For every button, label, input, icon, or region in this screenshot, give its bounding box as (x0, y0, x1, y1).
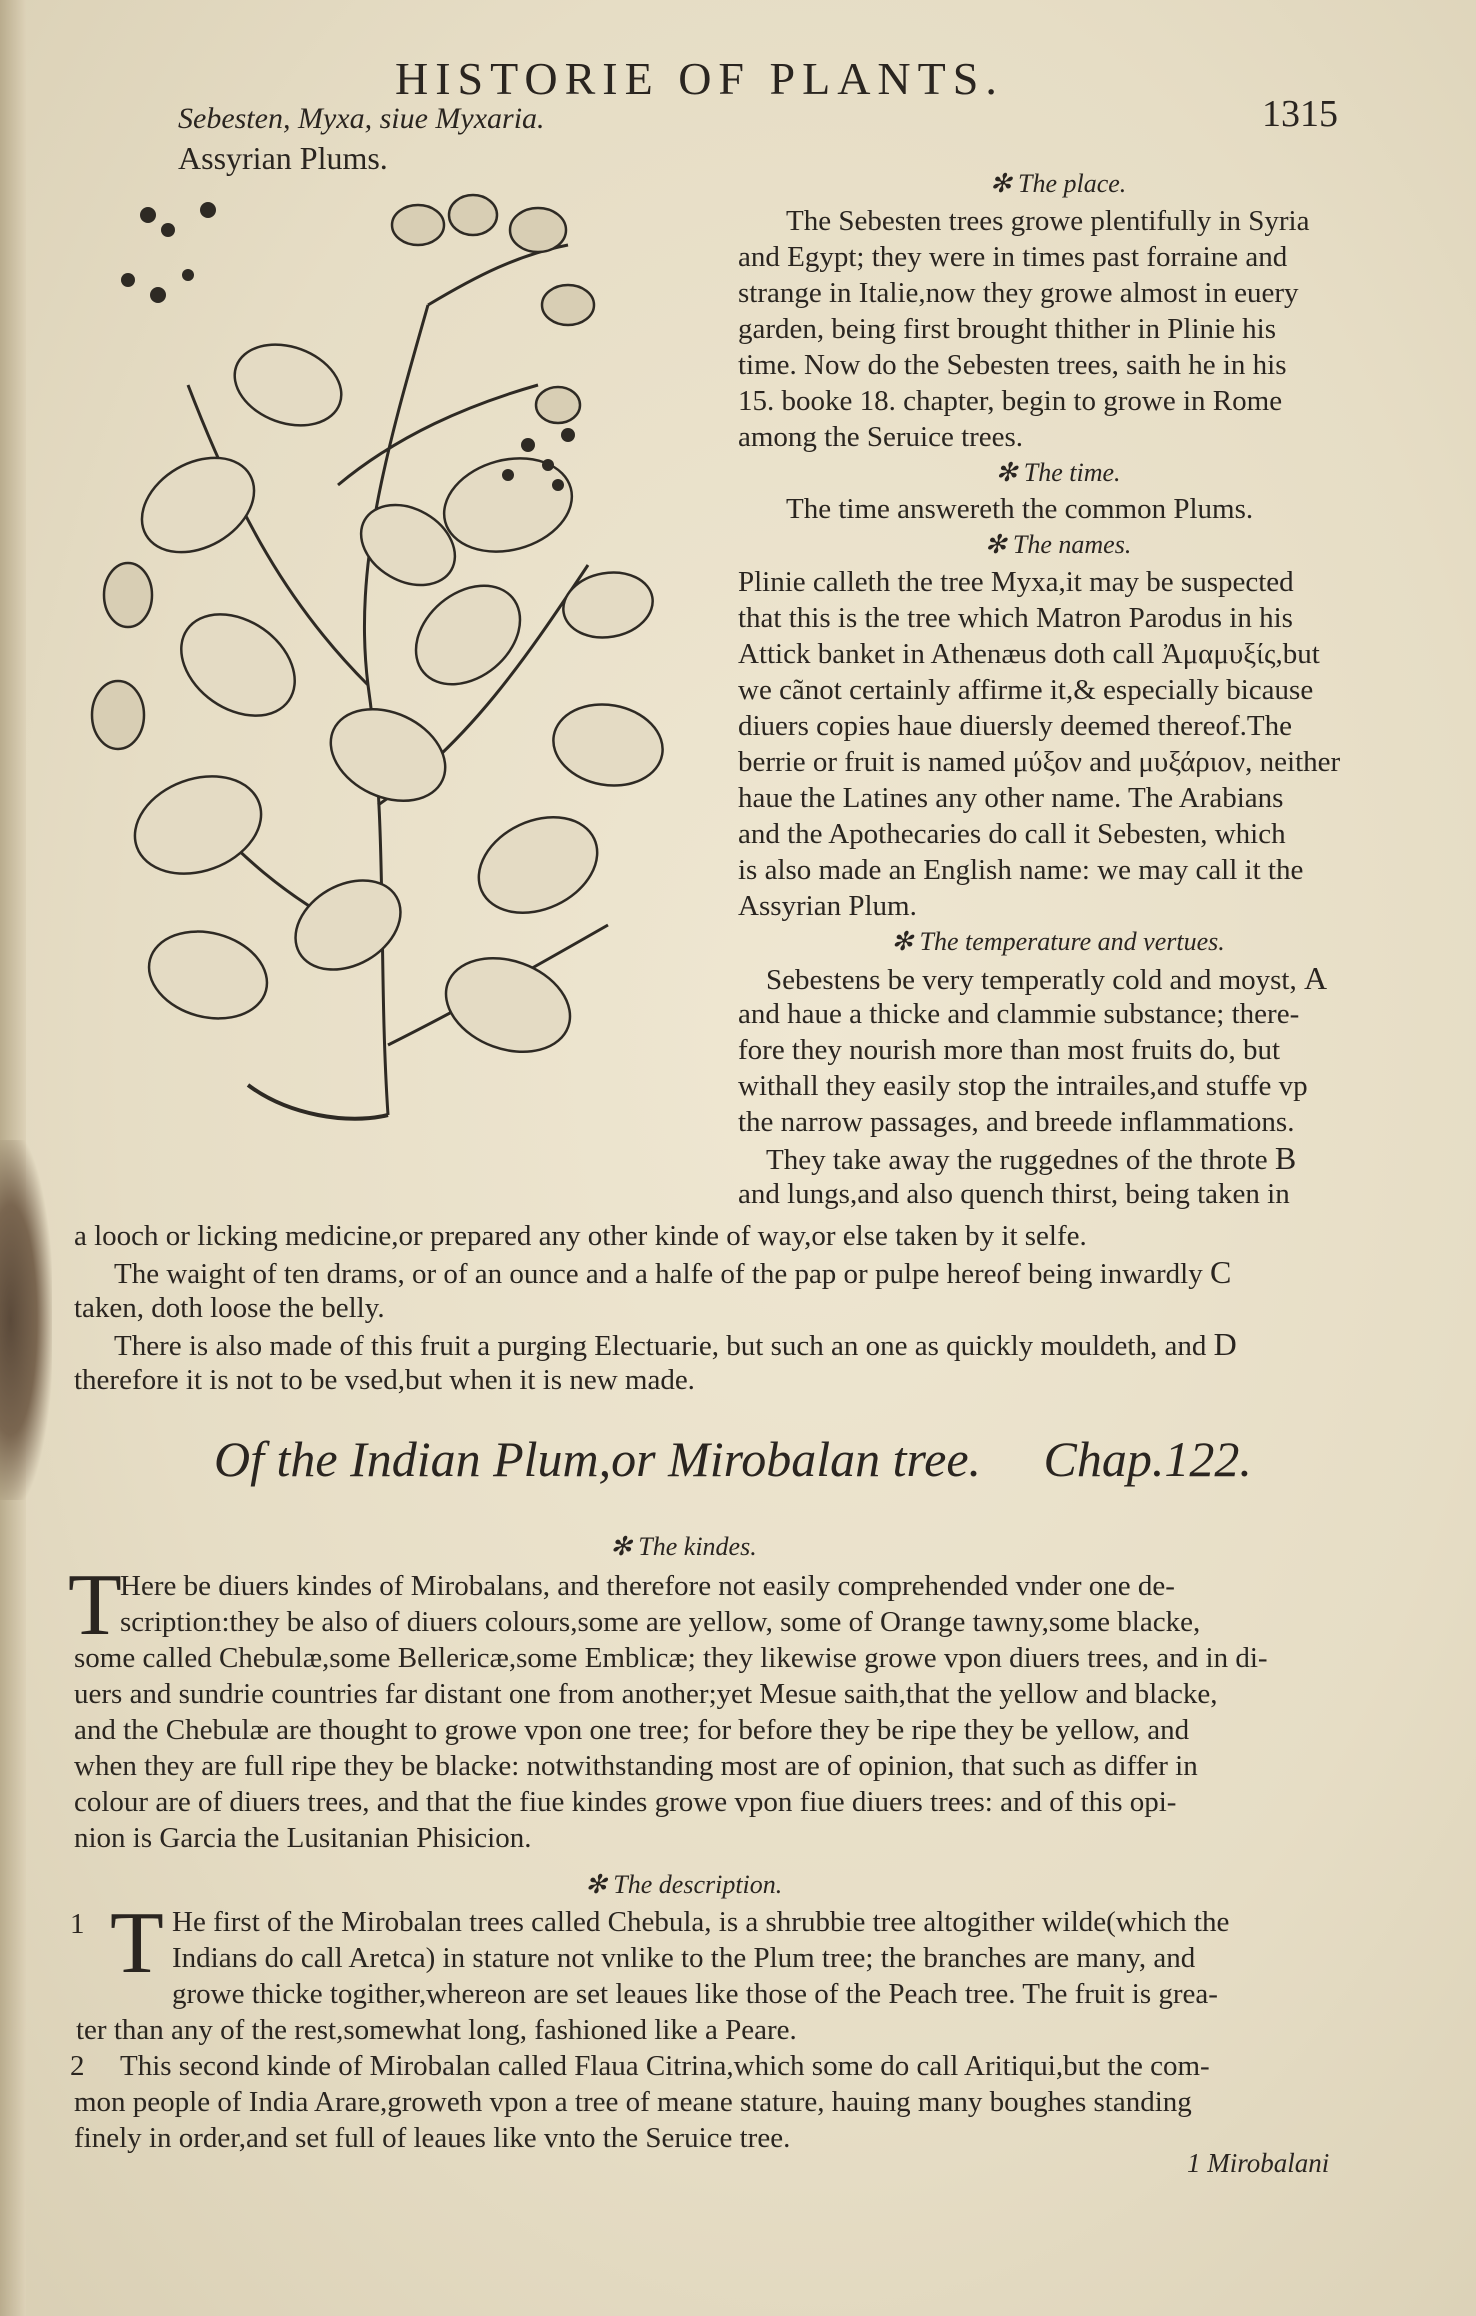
chapter-title (214, 1430, 1252, 1488)
text-line: He first of the Mirobalan trees called Chebula, is a shrubbie tree altogither wilde(which the (172, 1906, 1230, 1938)
text-line-content: Sebestens be very temperatly cold and moyst, (766, 964, 1297, 996)
kinds-heading: ✻ The kindes. (610, 1532, 757, 1561)
kinds-paragraph (74, 1568, 1370, 1856)
description-paragraph-2 (74, 2048, 1370, 2156)
text-line: This second kinde of Mirobalan called Flaua Citrina,which some do call Aritiqui,but the com- (120, 2050, 1210, 2082)
text-line: uers and sundrie countries far distant one from another;yet Mesue saith,that the yellow and blacke, (74, 1678, 1218, 1710)
item-number-1: 1 (70, 1908, 85, 1940)
right-text-column (738, 166, 1378, 1212)
text-line: Plinie calleth the tree Myxa,it may be suspected (738, 565, 1294, 598)
description-dropcap: T (110, 1895, 164, 1992)
text-line: ter than any of the rest,somewhat long, fashioned like a Peare. (76, 2014, 797, 2046)
text-line: The time answereth the common Plums. (786, 493, 1254, 525)
text-line: when they are full ripe they be blacke: notwithstanding most are of opinion, that such as differ in (74, 1750, 1198, 1782)
text-line (738, 960, 1378, 996)
text-line: scription:they be also of diuers colours,some are yellow, some of Orange tawny,some blacke, (120, 1606, 1201, 1638)
text-line: 15. booke 18. chapter, begin to growe in Rome (738, 384, 1283, 417)
text-line: mon people of India Arare,groweth vpon a tree of meane stature, hauing many boughes standing (74, 2086, 1192, 2118)
text-line (74, 1326, 1374, 1362)
sebesten-woodcut-illustration (88, 185, 688, 1135)
names-paragraph (738, 564, 1378, 924)
text-line: Indians do call Aretca) in stature not vnlike to the Plum tree; the branches are many, and (172, 1942, 1196, 1974)
text-line: some called Chebulæ,some Bellericæ,some Emblicæ; they likewise growe vpon diuers trees, and in di- (74, 1642, 1268, 1674)
text-line: The Sebesten trees growe plentifully in Syria (786, 204, 1310, 237)
text-line: Here be diuers kindes of Mirobalans, and therefore not easily comprehended vnder one de- (120, 1570, 1175, 1602)
text-line: among the Seruice trees. (738, 420, 1024, 453)
text-line: Assyrian Plum. (738, 889, 917, 922)
text-line: colour are of diuers trees, and that the fiue kindes growe vpon fiue diuers trees: and of this opi- (74, 1786, 1177, 1818)
text-line (738, 1140, 1378, 1176)
chapter-number: Chap.122. (1043, 1431, 1252, 1487)
kinds-dropcap: T (68, 1557, 122, 1654)
text-line: and haue a thicke and clammie substance; there- (738, 998, 1300, 1030)
time-heading: ✻ The time. (995, 457, 1121, 487)
item-number-2: 2 (70, 2050, 85, 2082)
text-line: time. Now do the Sebesten trees, saith he in his (738, 348, 1287, 381)
page-number: 1315 (1262, 93, 1338, 135)
text-line: diuers copies haue diuersly deemed thereof.The (738, 709, 1293, 742)
text-line (74, 1254, 1374, 1290)
text-line: fore they nourish more than most fruits do, but (738, 1034, 1281, 1066)
text-line: and the Chebulæ are thought to growe vpon one tree; for before they be ripe they be yellow, and (74, 1714, 1190, 1746)
figure-caption-english: Assyrian Plums. (178, 140, 388, 176)
text-line: therefore it is not to be vsed,but when it is new made. (74, 1364, 695, 1396)
text-line: haue the Latines any other name. The Arabians (738, 781, 1284, 814)
temperature-paragraph (738, 960, 1378, 1212)
text-line: and lungs,and also quench thirst, being taken in (738, 1178, 1290, 1210)
text-line: growe thicke togither,whereon are set leaues like those of the Peach tree. The fruit is grea- (172, 1978, 1218, 2010)
description-heading: ✻ The description. (585, 1870, 783, 1899)
text-line: and Egypt; they were in times past forraine and (738, 240, 1288, 273)
text-line: berrie or fruit is named μύξον and μυξάριον, neither (738, 745, 1341, 778)
page-stain (0, 1140, 52, 1500)
place-heading: ✻ The place. (989, 169, 1127, 198)
text-line: withall they easily stop the intrailes,and stuffe vp (738, 1070, 1308, 1102)
text-line: strange in Italie,now they growe almost in euery (738, 276, 1299, 309)
text-line: and the Apothecaries do call it Sebesten, which (738, 817, 1286, 850)
text-line: the narrow passages, and breede inflammations. (738, 1106, 1295, 1138)
text-line: Attick banket in Athenæus doth call Ἀμαμυξίς,but (738, 637, 1320, 670)
margin-letter-b: B (1274, 1140, 1297, 1176)
figure-caption-latin: Sebesten, Myxa, siue Myxaria. (178, 102, 545, 135)
time-paragraph (738, 491, 1378, 527)
chapter-title-text: Of the Indian Plum,or Mirobalan tree. (214, 1431, 982, 1487)
place-paragraph (738, 203, 1378, 455)
text-line: taken, doth loose the belly. (74, 1292, 385, 1324)
margin-letter-a: A (1303, 960, 1328, 996)
margin-letter-d: D (1213, 1326, 1237, 1362)
full-width-paragraphs (74, 1218, 1374, 1398)
text-line: garden, being first brought thither in Plinie his (738, 312, 1277, 345)
text-line-content: The waight of ten drams, or of an ounce and a halfe of the pap or pulpe hereof being inwardly (114, 1258, 1203, 1290)
margin-letter-c: C (1209, 1254, 1232, 1290)
text-line: that this is the tree which Matron Parodus in his (738, 601, 1293, 634)
text-line: a looch or licking medicine,or prepared any other kinde of way,or else taken by it selfe. (74, 1220, 1087, 1252)
catchword: 1 Mirobalani (1187, 2148, 1330, 2178)
text-line: finely in order,and set full of leaues like vnto the Seruice tree. (74, 2122, 791, 2154)
text-line-content: There is also made of this fruit a purging Electuarie, but such an one as quickly mouldeth, and (114, 1330, 1207, 1362)
text-line: nion is Garcia the Lusitanian Phisicion. (74, 1822, 532, 1854)
text-line-content: They take away the ruggednes of the throte (766, 1144, 1268, 1176)
text-line: is also made an English name: we may call it the (738, 853, 1304, 886)
temperature-heading: ✻ The temperature and vertues. (891, 926, 1225, 956)
text-line: we cãnot certainly affirme it,& especially bicause (738, 673, 1314, 706)
running-head: HISTORIE OF PLANTS. (395, 53, 1004, 104)
names-heading: ✻ The names. (984, 530, 1132, 559)
description-paragraph-1 (76, 1904, 1372, 2048)
